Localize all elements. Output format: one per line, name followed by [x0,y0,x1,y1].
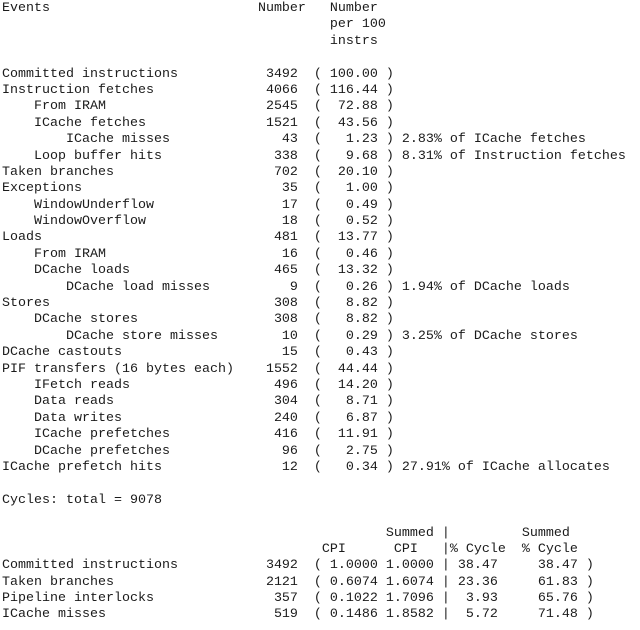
event-row: Loop buffer hits 338 ( 9.68 ) 8.31% of Instruction fetches [2,148,626,164]
events-header-line: per 100 [2,17,386,33]
event-row: Instruction fetches 4066 ( 116.44 ) [2,82,394,98]
cycle-row: ICache misses 519 ( 0.1486 1.8582 | 5.72 71.48 ) [2,607,594,623]
events-header-line: instrs [2,33,378,49]
event-row: WindowOverflow 18 ( 0.52 ) [2,214,394,230]
cycle-row: Pipeline interlocks 357 ( 0.1022 1.7096 | 3.93 65.76 ) [2,591,594,607]
event-row: Loads 481 ( 13.77 ) [2,230,394,246]
event-row: WindowUnderflow 17 ( 0.49 ) [2,197,394,213]
event-row: Stores 308 ( 8.82 ) [2,296,394,312]
event-row: From IRAM 2545 ( 72.88 ) [2,99,394,115]
event-row: ICache prefetches 416 ( 11.91 ) [2,427,394,443]
event-row: DCache prefetches 96 ( 2.75 ) [2,443,394,459]
cycles-header-line: CPI CPI |% Cycle % Cycle [2,541,578,557]
event-row: ICache prefetch hits 12 ( 0.34 ) 27.91% of ICache allocates [2,459,610,475]
cycle-row: Committed instructions 3492 ( 1.0000 1.0000 | 38.47 38.47 ) [2,558,594,574]
event-row: ICache misses 43 ( 1.23 ) 2.83% of ICache fetches [2,132,586,148]
blank-line [2,509,640,525]
event-row: Exceptions 35 ( 1.00 ) [2,181,394,197]
event-row: DCache store misses 10 ( 0.29 ) 3.25% of DCache stores [2,328,578,344]
event-row: DCache load misses 9 ( 0.26 ) 1.94% of DCache loads [2,279,570,295]
event-row: DCache loads 465 ( 13.32 ) [2,263,394,279]
event-row: Taken branches 702 ( 20.10 ) [2,164,394,180]
cycle-row: Taken branches 2121 ( 0.6074 1.6074 | 23.36 61.83 ) [2,574,594,590]
blank-line [2,476,640,492]
event-row: From IRAM 16 ( 0.46 ) [2,246,394,262]
cycles-header-line: Summed | Summed [2,525,570,541]
cycles-total-line: Cycles: total = 9078 [2,492,162,508]
event-row: DCache castouts 15 ( 0.43 ) [2,345,394,361]
event-row: ICache fetches 1521 ( 43.56 ) [2,115,394,131]
event-row: DCache stores 308 ( 8.82 ) [2,312,394,328]
event-row: Data writes 240 ( 6.87 ) [2,410,394,426]
event-row: IFetch reads 496 ( 14.20 ) [2,377,394,393]
blank-line [2,50,640,66]
event-row: Committed instructions 3492 ( 100.00 ) [2,66,394,82]
event-row: Data reads 304 ( 8.71 ) [2,394,394,410]
event-row: PIF transfers (16 bytes each) 1552 ( 44.44 ) [2,361,394,377]
events-header-line: Events Number Number [2,1,378,16]
